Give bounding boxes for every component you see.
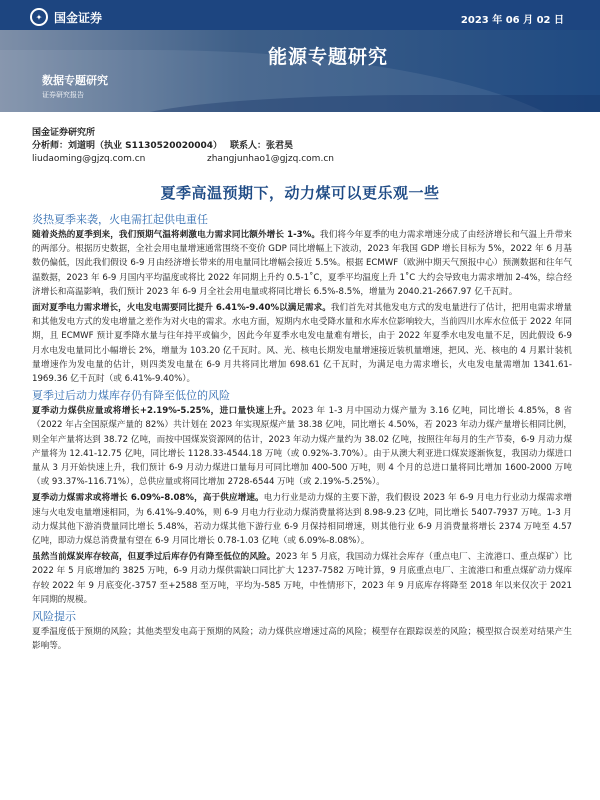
report-subtitle-2: 证券研究报告 (42, 91, 84, 99)
page-title: 夏季高温预期下，动力煤可以更乐观一些 (160, 184, 440, 202)
paragraph-lead: 面对夏季电力需求增长，火电发电需要同比提升 6.41%-9.40%以满足需求。 (32, 303, 331, 314)
analyst-email[interactable]: liudaoming@gjzq.com.cn (32, 154, 146, 164)
paragraph (32, 404, 572, 489)
report-date: 2023 年 06 月 02 日 (460, 15, 564, 26)
paragraph (32, 625, 572, 653)
paragraph (32, 491, 572, 548)
header-banner (0, 0, 600, 112)
paragraph (32, 228, 572, 299)
section-heading: 夏季过后动力煤库存仍有降至低位的风险 (32, 389, 230, 403)
paragraph (32, 550, 572, 607)
contact-email[interactable]: zhangjunhao1@gjzq.com.cn (207, 154, 334, 164)
company-logo (30, 8, 102, 26)
paragraph-text: 2023 年 5 月底，我国动力煤社会库存（重点电厂、主流港口、重点煤矿）比 2022 年 5 月底增加约 3825 万吨，6-9 月动力煤供需缺口同比扩大 1237-7582 万吨计算，9 月底重点电厂、主流港口和重点煤矿动力煤库存较 2022 年 9 月底变化-3757 至+2588 至万吨，平均为-585 万吨，中性情形下，2023 年 9 月底库存将降至 2018 年以来仅次于 2021 年同期的规模。 (32, 552, 572, 605)
paragraph (32, 301, 572, 386)
paragraph-text: 夏季温度低于预期的风险；其他类型发电高于预期的风险；动力煤供应增速过高的风险；模型存在跟踪误差的风险；模型拟合误差对结果产生影响等。 (32, 627, 572, 652)
contact-name: 联系人：张君昊 (230, 141, 294, 151)
report-type: 能源专题研究 (268, 46, 389, 68)
section-heading: 炎热夏季来袭，火电需扛起供电重任 (32, 213, 208, 226)
logo-text: 国金证券 (54, 10, 103, 25)
report-subtitle: 数据专题研究 (42, 74, 108, 87)
author-row (32, 140, 572, 153)
paragraph-text: 电力行业是动力煤的主要下游，我们假设 2023 年 6-9 月电力行业动力煤需求增速与火电发电量增速相同，为 6.41%-9.40%，则 6-9 月电力行业动力煤消费量将达到 8.98-9.23 亿吨，同比增长 5407-7937 万吨。1-3 月动力煤其他下游消费量同比增长 5.48%，若动力煤其他下游行业 6-9 月保持相同增速，则其他行业 6-9 月消费量将增长 2374 万吨至 4.57 亿吨，即动力煤总消费量有望在 6-9 月同比增长 0.78-1.03 亿吨（或 6.09%-8.08%）。 (32, 493, 573, 547)
paragraph-lead: 夏季动力煤供应量或将增长+2.19%-5.25%，进口量快速上升。 (32, 406, 292, 417)
email-row (32, 153, 572, 166)
analyst-name: 分析师：刘道明（执业 S1130520020004） (32, 141, 223, 151)
paragraph-text: 2023 年 1-3 月中国动力煤产量为 3.16 亿吨，同比增长 4.85%，8 省（2022 年占全国原煤产量的 82%）共计划在 2023 年实现原煤产量 38.38 亿吨，同比增长 4.50%，若 2023 年动力煤产量增长相同比例，则全年产量将达到 38.72 亿吨，而按中国煤炭资源网的估计，2023 年动力煤产量约为 38.02 亿吨，按照往年每月的生产节奏，6-9 月动力煤产量将为 12.41-12.75 亿吨，同比增长 1128.33-4544.18 万吨（或 0.92%-3.70%）。由于从澳大利亚进口煤炭逐渐恢复，我国动力煤进口量从 3 月开始快速上升，我们预计 6-9 月动力煤进口量每月可同比增加 400-500 万吨，则 4 个月的总进口量将同比增加 1600-2000 万吨（或 93.37%-116.71%），总供应量或将同比增加 2728-6544 万吨（或 2.19%-5.25%）。 (32, 406, 572, 488)
author-block (32, 127, 572, 166)
paragraph-lead: 随着炎热的夏季到来，我们预期气温将刺激电力需求同比额外增长 1-3%。 (32, 230, 321, 240)
section-heading: 风险提示 (32, 610, 76, 624)
paragraph-lead: 虽然当前煤炭库存较高，但夏季过后库存仍有降至低位的风险。 (32, 552, 276, 563)
logo-icon: ✦ (30, 8, 48, 26)
report-body (32, 212, 572, 655)
paragraph-text: 我们将今年夏季的电力需求增速分成了由经济增长和气温上升带来的两部分。根据历史数据，全社会用电量增速通常围绕不变价 GDP 同比增幅上下波动，2023 年我国 GDP 增长目标为 5%，2022 年 6 月基数仍偏低，因此我们假设 6-9 月由经济增长带来的用电量同比增幅会接近 5.5%。根据 ECMWF（欧洲中期天气预报中心）预测数据和往年气温数据，2023 年 6-9 月国内平均温度或将比 2022 年同期上升约 0.5-1˚C，夏季平均温度上升 1˚C 大约会导致电力需求增加 2-4%，综合经济增长和高温影响，我们预计 2023 年 6-9 月全社会用电量或将同比增长 6.5%-8.5%，增量为 2040.21-2667.97 亿千瓦时。 (32, 230, 572, 297)
org-name: 国金证券研究所 (32, 128, 96, 138)
paragraph-lead: 夏季动力煤需求或将增长 6.09%-8.08%，高于供应增速。 (32, 493, 264, 504)
paragraph-text: 我们首先对其他发电方式的发电量进行了估计，把用电需求增量和其他发电方式的发电增量之差作为对火电的需求。水电方面，短期内水电受降水量和水库水位影响较大，当前四川水库水位低于 2022 年同期，且 ECMWF 预计夏季降水量与往年持平或偏少，因此今年夏季水电发电量难有增长，由于 2022 年夏季水电发电量不足，因此假设 6-9 月水电发电量同比小幅增长 2%，增量为 103.20 亿千瓦时。风、光、核电长期发电量增速接近装机量增速，把风、光、核电的 4 月累计装机量增速作为发电量的估计，则四类发电量在 6-9 月共将同比增加 698.61 亿千瓦时，为满足电力需求增长，火电发电量需增加 1341.61-1969.36 亿千瓦时（或 6.41%-9.40%）。 (32, 303, 572, 385)
